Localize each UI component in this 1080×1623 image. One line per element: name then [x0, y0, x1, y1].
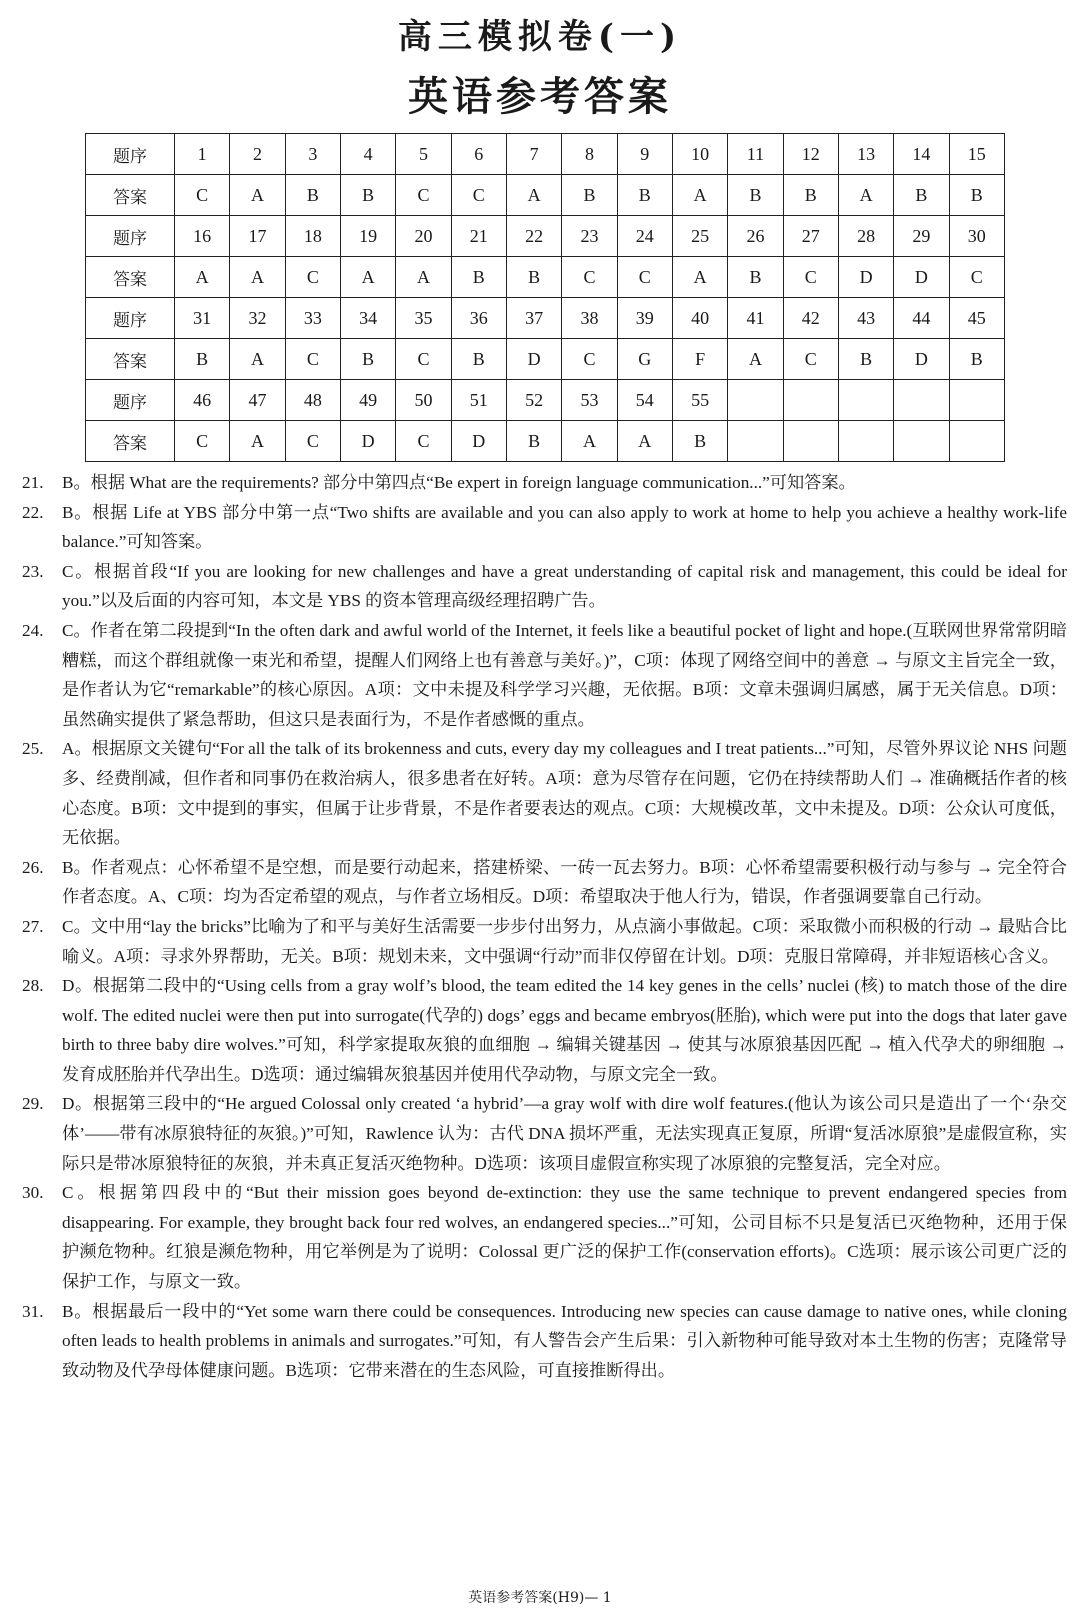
question-number-cell: 25 — [672, 216, 727, 257]
row-header-cell: 答案 — [86, 257, 175, 298]
answer-cell: B — [617, 175, 672, 216]
answer-cell: B — [894, 175, 949, 216]
answer-cell — [728, 421, 783, 462]
question-number-cell: 6 — [451, 134, 506, 175]
row-header-cell: 答案 — [86, 421, 175, 462]
answer-cell: B — [340, 175, 395, 216]
answer-cell: A — [230, 421, 285, 462]
table-row — [86, 380, 1005, 421]
answer-cell: A — [230, 257, 285, 298]
explanation-text: D。根据第三段中的“He argued Colossal only created ‘a hybrid’—a gray wolf with dire wolf features.(他认为该公司只是造出了一个‘杂交体’——带有冰原狼特征的灰狼。)”可知，Rawlence 认为：古代 DNA 损坏严重，无法实现真正复原，所谓“复活冰原狼”是虚假宣称，实际只是带冰原狼特征的灰狼，并未真正复活灭绝物种。D选项：该项目虚假宣称实现了冰原狼的完整复活，完全对应。 — [62, 1094, 1067, 1173]
row-header-cell: 题序 — [86, 216, 175, 257]
row-header-cell: 题序 — [86, 134, 175, 175]
question-number-cell: 44 — [894, 298, 949, 339]
question-number-cell: 5 — [396, 134, 451, 175]
answer-cell: C — [617, 257, 672, 298]
question-number-cell: 21 — [451, 216, 506, 257]
explanation-text: C。根据第四段中的“But their mission goes beyond de-extinction: they use the same technique to prevent endangered species from disappearing. For example, they brought back four red wolves, an endangered species...”可知，公司目标不只是复活已灭绝物种，还用于保护濒危物种。红狼是濒危物种，用它举例是为了说明：Colossal 更广泛的保护工作(conservation efforts)。C选项：展示该公司更广泛的保护工作，与原文一致。 — [62, 1183, 1067, 1292]
question-number-cell: 41 — [728, 298, 783, 339]
answer-cell: A — [340, 257, 395, 298]
table-row — [86, 257, 1005, 298]
answer-cell: B — [506, 421, 561, 462]
question-number: 27. — [22, 916, 44, 936]
question-number-cell: 38 — [562, 298, 617, 339]
table-row — [86, 216, 1005, 257]
question-number-cell: 47 — [230, 380, 285, 421]
question-number-cell: 39 — [617, 298, 672, 339]
question-number-cell: 40 — [672, 298, 727, 339]
answer-cell: B — [728, 257, 783, 298]
explanation-item — [22, 1089, 1067, 1178]
question-number: 30. — [22, 1183, 44, 1203]
question-number-cell: 11 — [728, 134, 783, 175]
question-number-cell: 49 — [340, 380, 395, 421]
row-header-cell: 题序 — [86, 298, 175, 339]
answer-cell: B — [838, 339, 893, 380]
answer-cell: C — [396, 339, 451, 380]
answer-key-title: 英语参考答案 — [408, 73, 672, 120]
row-header-cell: 答案 — [86, 175, 175, 216]
question-number-cell: 15 — [949, 134, 1004, 175]
page-footer: 英语参考答案(H9)— 1 — [468, 1590, 612, 1606]
question-number-cell: 46 — [175, 380, 230, 421]
answer-cell: A — [562, 421, 617, 462]
question-number: 31. — [22, 1301, 44, 1321]
question-number-cell: 33 — [285, 298, 340, 339]
answer-cell: C — [175, 175, 230, 216]
table-row — [86, 175, 1005, 216]
answer-cell: B — [451, 339, 506, 380]
question-number: 25. — [22, 739, 44, 759]
explanation-text: C。文中用“lay the bricks”比喻为了和平与美好生活需要一步步付出努力，从点滴小事做起。C项：采取微小而积极的行动 → 最贴合比喻义。A项：寻求外界帮助，无关。B项：规划未来，文中强调“行动”而非仅停留在计划。D项：克服日常障碍，并非短语核心含义。 — [62, 916, 1067, 966]
explanation-item — [22, 912, 1067, 971]
question-number-cell: 4 — [340, 134, 395, 175]
question-number-cell: 9 — [617, 134, 672, 175]
question-number-cell: 12 — [783, 134, 838, 175]
question-number-cell: 48 — [285, 380, 340, 421]
answer-cell: G — [617, 339, 672, 380]
answer-cell: C — [783, 339, 838, 380]
answer-cell: C — [949, 257, 1004, 298]
answer-cell: C — [783, 257, 838, 298]
explanation-text: C。根据首段“If you are looking for new challenges and have a great understanding of capital risk and management, this could be ideal for you.”以及后面的内容可知，本文是 YBS 的资本管理高级经理招聘广告。 — [62, 561, 1067, 611]
question-number-cell: 34 — [340, 298, 395, 339]
answer-cell: B — [949, 339, 1004, 380]
explanations-list — [22, 468, 1067, 1385]
question-number: 29. — [22, 1094, 44, 1114]
row-header-cell: 题序 — [86, 380, 175, 421]
explanation-text: B。作者观点：心怀希望不是空想，而是要行动起来，搭建桥梁、一砖一瓦去努力。B项：心怀希望需要积极行动与参与 → 完全符合作者态度。A、C项：均为否定希望的观点，与作者立场相反。D项：希望取决于他人行为，错误，作者强调要靠自己行动。 — [62, 857, 1067, 907]
explanation-text: A。根据原文关键句“For all the talk of its brokenness and cuts, every day my colleagues and I treat patients...”可知，尽管外界议论 NHS 问题多、经费削减，但作者和同事仍在救治病人，很多患者在好转。A项：意为尽管存在问题，它仍在持续帮助人们 → 准确概括作者的核心态度。B项：文中提到的事实，但属于让步背景，不是作者要表达的观点。C项：大规模改革，文中未提及。D项：公众认可度低，无依据。 — [62, 739, 1067, 848]
question-number-cell — [783, 380, 838, 421]
question-number-cell: 10 — [672, 134, 727, 175]
question-number-cell: 16 — [175, 216, 230, 257]
answer-cell: F — [672, 339, 727, 380]
answer-cell: C — [285, 339, 340, 380]
answer-cell: A — [672, 175, 727, 216]
exam-title: 高三模拟卷(一) — [397, 17, 683, 57]
answer-cell: A — [230, 175, 285, 216]
question-number-cell: 53 — [562, 380, 617, 421]
answer-cell: B — [783, 175, 838, 216]
answer-cell: B — [175, 339, 230, 380]
answer-cell: C — [285, 257, 340, 298]
question-number-cell: 45 — [949, 298, 1004, 339]
answer-cell: A — [230, 339, 285, 380]
answer-cell: A — [396, 257, 451, 298]
answer-cell: D — [894, 257, 949, 298]
answer-cell: C — [175, 421, 230, 462]
answer-cell: B — [451, 257, 506, 298]
answer-cell: D — [451, 421, 506, 462]
answer-cell: B — [949, 175, 1004, 216]
answer-cell: C — [396, 421, 451, 462]
answer-cell — [894, 421, 949, 462]
answer-cell: B — [340, 339, 395, 380]
question-number-cell: 14 — [894, 134, 949, 175]
answer-cell — [838, 421, 893, 462]
explanation-item — [22, 1178, 1067, 1296]
question-number-cell: 7 — [506, 134, 561, 175]
question-number-cell: 27 — [783, 216, 838, 257]
answer-cell — [783, 421, 838, 462]
table-row — [86, 339, 1005, 380]
answer-cell: A — [617, 421, 672, 462]
question-number-cell: 37 — [506, 298, 561, 339]
answer-cell: D — [894, 339, 949, 380]
question-number-cell: 19 — [340, 216, 395, 257]
question-number-cell: 31 — [175, 298, 230, 339]
question-number-cell: 50 — [396, 380, 451, 421]
question-number-cell: 55 — [672, 380, 727, 421]
question-number-cell: 43 — [838, 298, 893, 339]
question-number-cell: 26 — [728, 216, 783, 257]
explanation-item — [22, 468, 1067, 498]
answer-cell: A — [838, 175, 893, 216]
question-number-cell — [949, 380, 1004, 421]
question-number-cell: 17 — [230, 216, 285, 257]
question-number-cell: 13 — [838, 134, 893, 175]
answer-cell: A — [672, 257, 727, 298]
answer-cell: C — [451, 175, 506, 216]
question-number-cell: 42 — [783, 298, 838, 339]
question-number-cell: 22 — [506, 216, 561, 257]
explanation-item — [22, 616, 1067, 734]
answer-cell: B — [728, 175, 783, 216]
question-number-cell: 35 — [396, 298, 451, 339]
question-number-cell: 28 — [838, 216, 893, 257]
answer-cell: A — [175, 257, 230, 298]
answer-cell: B — [562, 175, 617, 216]
question-number: 22. — [22, 502, 44, 522]
explanation-item — [22, 557, 1067, 616]
answer-cell: C — [285, 421, 340, 462]
answer-cell: C — [396, 175, 451, 216]
question-number-cell: 20 — [396, 216, 451, 257]
answer-cell: A — [728, 339, 783, 380]
question-number-cell: 51 — [451, 380, 506, 421]
explanation-item — [22, 498, 1067, 557]
question-number-cell: 30 — [949, 216, 1004, 257]
question-number-cell: 29 — [894, 216, 949, 257]
answer-cell: C — [562, 339, 617, 380]
table-row — [86, 298, 1005, 339]
explanation-item — [22, 734, 1067, 852]
question-number-cell — [728, 380, 783, 421]
answer-cell: D — [506, 339, 561, 380]
answer-cell: B — [672, 421, 727, 462]
question-number-cell: 18 — [285, 216, 340, 257]
explanation-text: D。根据第二段中的“Using cells from a gray wolf’s blood, the team edited the 14 key genes in the cells’ nuclei (核) to match those of the dire wolf. The edited nuclei were then put into surrogate(代孕的) dogs’ eggs and became embryos(胚胎), which were put into the dogs that later gave birth to three baby dire wolves.”可知，科学家提取灰狼的血细胞 → 编辑关键基因 → 使其与冰原狼基因匹配 → 植入代孕犬的卵细胞 → 发育成胚胎并代孕出生。D选项：通过编辑灰狼基因并使用代孕动物，与原文完全一致。 — [62, 976, 1067, 1084]
question-number: 28. — [22, 976, 44, 996]
answer-cell — [949, 421, 1004, 462]
explanation-text: B。根据 Life at YBS 部分中第一点“Two shifts are available and you can also apply to work at home to help you achieve a healthy work-life balance.”可知答案。 — [62, 502, 1067, 552]
question-number-cell: 3 — [285, 134, 340, 175]
answer-table — [85, 133, 1005, 462]
answer-cell: B — [285, 175, 340, 216]
explanation-text: C。作者在第二段提到“In the often dark and awful world of the Internet, it feels like a beautiful pocket of light and hope.(互联网世界常常阴暗糟糕，而这个群组就像一束光和希望，提醒人们网络上也有善意与美好。)”，C项：体现了网络空间中的善意 → 与原文主旨完全一致，是作者认为它“remarkable”的核心原因。A项：文中未提及科学学习兴趣，无依据。B项：文章未强调归属感，属于无关信息。D项：虽然确实提供了紧急帮助，但这只是表面行为，不是作者感慨的重点。 — [62, 620, 1067, 729]
question-number-cell: 54 — [617, 380, 672, 421]
question-number-cell — [838, 380, 893, 421]
question-number: 24. — [22, 620, 44, 640]
table-row — [86, 134, 1005, 175]
question-number-cell: 32 — [230, 298, 285, 339]
explanation-item — [22, 971, 1067, 1089]
table-row — [86, 421, 1005, 462]
explanation-item — [22, 1297, 1067, 1386]
question-number-cell — [894, 380, 949, 421]
answer-cell: C — [562, 257, 617, 298]
row-header-cell: 答案 — [86, 339, 175, 380]
question-number: 23. — [22, 561, 44, 581]
explanation-text: B。根据 What are the requirements? 部分中第四点“Be expert in foreign language communication...”可知答案。 — [62, 473, 856, 492]
question-number-cell: 23 — [562, 216, 617, 257]
answer-cell: B — [506, 257, 561, 298]
answer-cell: D — [340, 421, 395, 462]
question-number-cell: 52 — [506, 380, 561, 421]
question-number-cell: 2 — [230, 134, 285, 175]
explanation-item — [22, 853, 1067, 912]
explanation-text: B。根据最后一段中的“Yet some warn there could be consequences. Introducing new species can cause damage to native ones, while cloning often leads to health problems in animals and surrogates.”可知，有人警告会产生后果：引入新物种可能导致对本土生物的伤害；克隆常导致动物及代孕母体健康问题。B选项：它带来潜在的生态风险，可直接推断得出。 — [62, 1301, 1067, 1380]
question-number-cell: 1 — [175, 134, 230, 175]
answer-cell: A — [506, 175, 561, 216]
question-number: 21. — [22, 473, 44, 492]
question-number-cell: 8 — [562, 134, 617, 175]
question-number: 26. — [22, 857, 44, 877]
answer-cell: D — [838, 257, 893, 298]
question-number-cell: 24 — [617, 216, 672, 257]
question-number-cell: 36 — [451, 298, 506, 339]
